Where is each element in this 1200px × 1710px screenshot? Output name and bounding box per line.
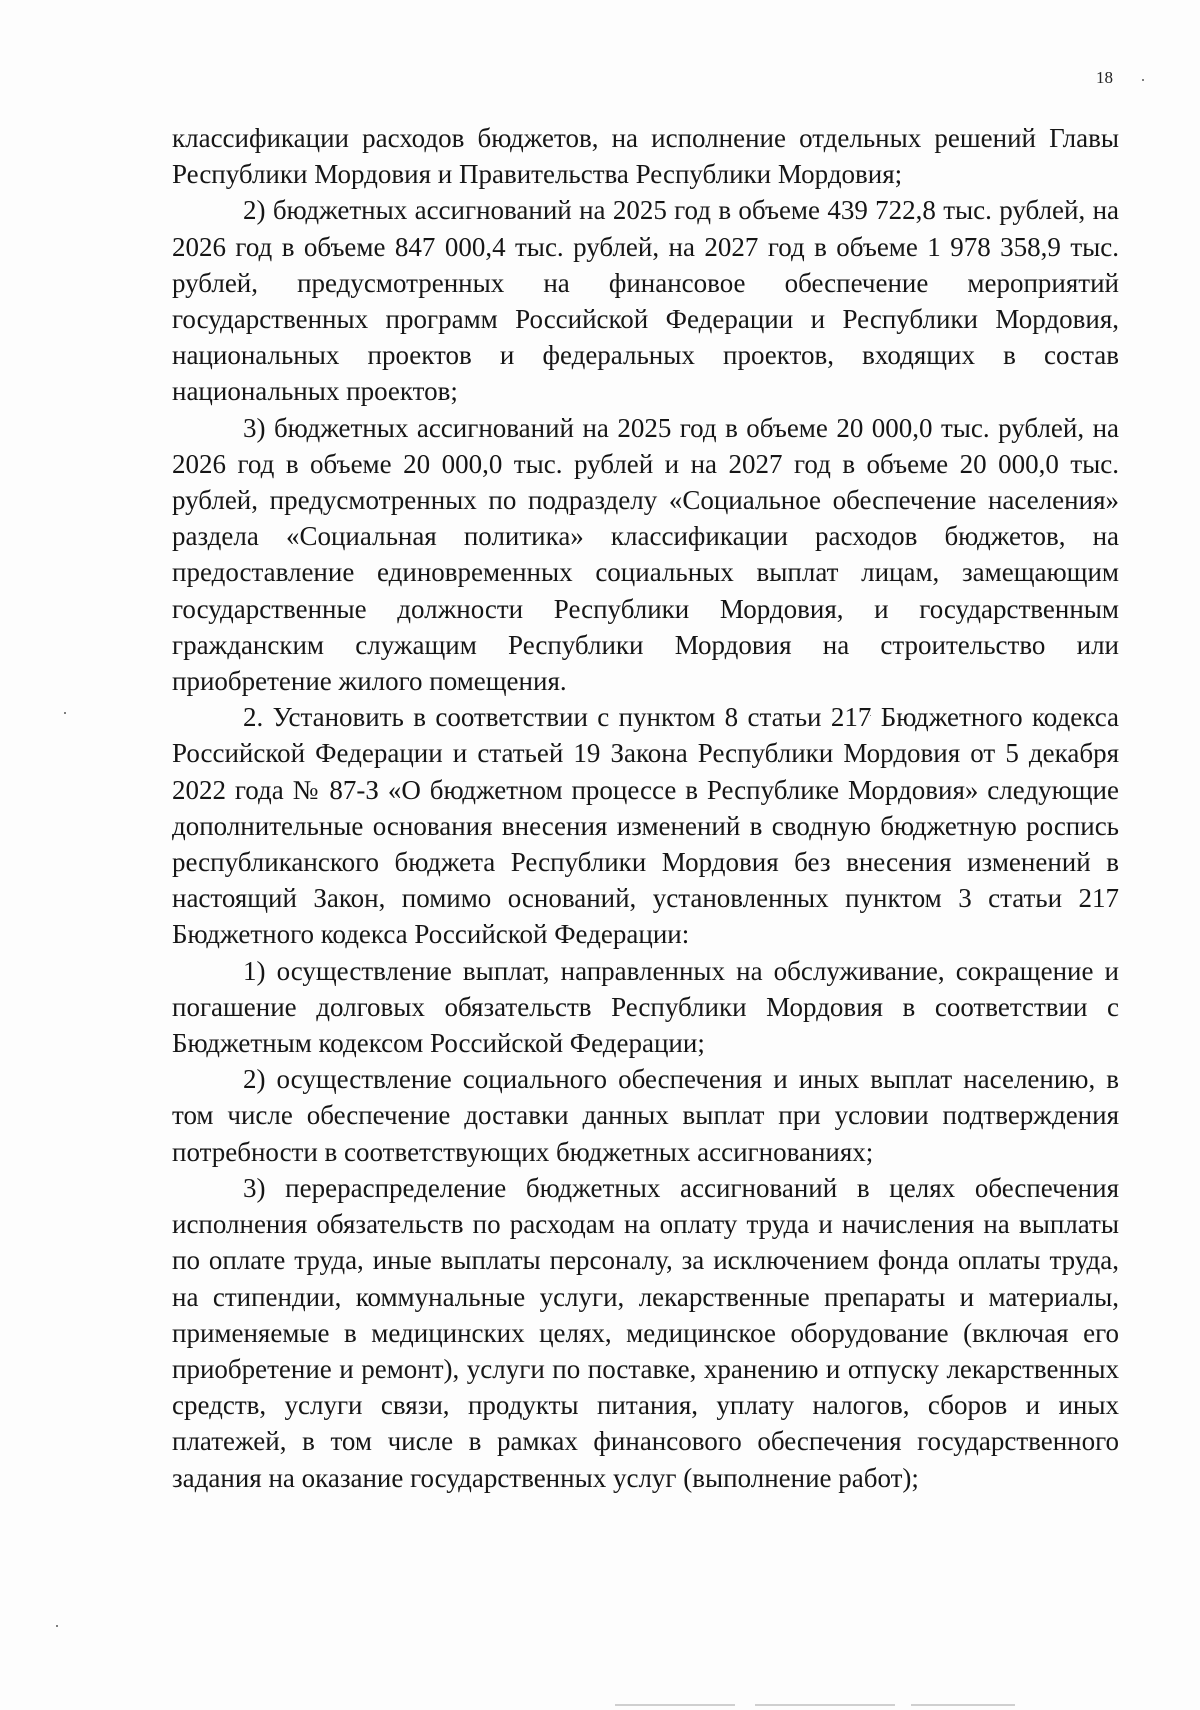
paragraph-section-2: 2. Установить в соответствии с пунктом 8 статьи 217 Бюджетного кодекса Российской Федерации и статьей 19 Закона Республики Мордовия от 5 декабря 2022 года № 87-З «О бюджетном процессе в Республике Мордовия» следующие дополнительные основания внесения изменений в сводную бюджетную роспись республиканского бюджета Республики Мордовия без внесения изменений в настоящий Закон, помимо оснований, установленных пунктом 3 статьи 217 Бюджетного кодекса Российской Федерации: — [172, 702, 1119, 950]
scan-speck — [56, 1625, 58, 1627]
scan-speck — [1142, 79, 1144, 81]
paragraph-subitem-2: 2) осуществление социального обеспечения и иных выплат населению, в том числе обеспечение доставки данных выплат при условии подтверждения потребности в соответствующих бюджетных ассигнованиях; — [172, 1064, 1119, 1167]
page-number: 18 — [1096, 68, 1113, 87]
paragraph-item-3: 3) бюджетных ассигнований на 2025 год в объеме 20 000,0 тыс. рублей, на 2026 год в объеме 20 000,0 тыс. рублей и на 2027 год в объеме 20 000,0 тыс. рублей, предусмотренных по подразделу «Социальное обеспечение населения» раздела «Социальная политика» классификации расходов бюджетов, на предоставление единовременных социальных выплат лицам, замещающим государственные должности Республики Мордовия, и государственным гражданским служащим Республики Мордовия на строительство или приобретение жилого помещения. — [172, 412, 1119, 697]
scan-speck — [64, 712, 66, 714]
paragraph-item-2: 2) бюджетных ассигнований на 2025 год в объеме 439 722,8 тыс. рублей, на 2026 год в объеме 847 000,4 тыс. рублей, на 2027 год в объеме 1 978 358,9 тыс. рублей, предусмотренных на финансовое обеспечение мероприятий государственных программ Российской Федерации и Республики Мордовия, национальных проектов и федеральных проектов, входящих в состав национальных проектов; — [172, 195, 1119, 407]
paragraph-continuation: классификации расходов бюджетов, на исполнение отдельных решений Главы Республики Мордовия и Правительства Республики Мордовия; — [172, 123, 1119, 190]
paragraph-subitem-3: 3) перераспределение бюджетных ассигнований в целях обеспечения исполнения обязательств по расходам на оплату труда и начисления на выплаты по оплате труда, иные выплаты персоналу, за исключением фонда оплаты труда, на стипендии, коммунальные услуги, лекарственные препараты и материалы, применяемые в медицинских целях, медицинское оборудование (включая его приобретение и ремонт), услуги по поставке, хранению и отпуску лекарственных средств, услуги связи, продукты питания, уплату налогов, сборов и иных платежей, в том числе в рамках финансового обеспечения государственного задания на оказание государственных услуг (выполнение работ); — [172, 1172, 1119, 1493]
document-body — [172, 120, 1119, 1496]
paragraph-subitem-1: 1) осуществление выплат, направленных на обслуживание, сокращение и погашение долговых обязательств Республики Мордовия в соответствии с Бюджетным кодексом Российской Федерации; — [172, 955, 1119, 1059]
scan-edge-line — [615, 1704, 1015, 1706]
